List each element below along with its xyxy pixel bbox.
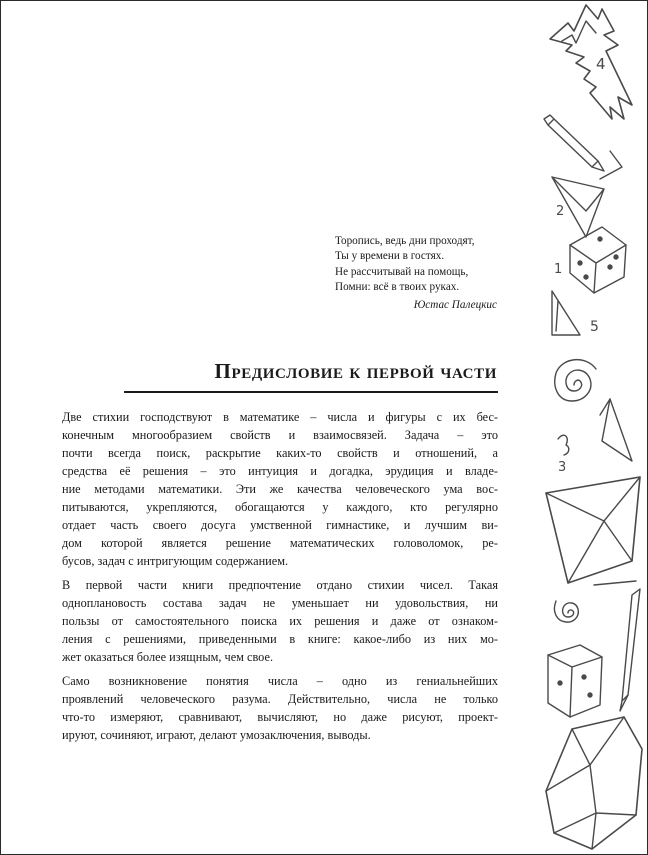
polyhedron-icon xyxy=(546,717,642,849)
text-line: почти всегда поиск, раскрытие каких-то свойств и отношений, а xyxy=(62,446,498,460)
dice-icon xyxy=(548,645,602,717)
epigraph-line: Торопись, ведь дни проходят, xyxy=(335,235,475,247)
text-line: ируют, сочиняют, играют, делают умозаключения, выводы. xyxy=(62,728,371,742)
text-line: проявлений человеческого разума. Действительно, числа не только xyxy=(62,692,498,706)
heading-underline xyxy=(124,391,498,393)
text-line: бусов, задач с интригующим содержанием. xyxy=(62,554,289,568)
pyramid-icon xyxy=(546,477,640,583)
epigraph xyxy=(335,234,505,313)
paragraph-1 xyxy=(62,408,498,570)
text-line: пользы от самостоятельного поиска их решения и даже от ознаком- xyxy=(62,614,498,628)
text-line: жет оказаться более изящным, чем свое. xyxy=(62,650,274,664)
spiral-icon xyxy=(554,601,578,622)
doodle-digit: 3 xyxy=(558,460,567,475)
doodle-digit: 2 xyxy=(556,204,565,219)
text-line: В первой части книги предпочтение отдано стихии чисел. Такая xyxy=(62,578,498,592)
paragraph-3 xyxy=(62,672,498,744)
math-doodle-sidebar xyxy=(540,1,647,854)
text-line: Две стихии господствуют в математике – числа и фигуры с их бес- xyxy=(62,410,498,424)
epigraph-line: Помни: всё в твоих руках. xyxy=(335,281,460,294)
text-line: Само возникновение понятия числа – одно из гениальнейших xyxy=(62,674,498,688)
text-line: ления с решениями, приведенными в книге: какое-либо из них мо- xyxy=(62,632,498,646)
doodle-digit: 4 xyxy=(596,55,606,73)
text-line: конечным многообразием свойств и взаимосвязей. Задача – это xyxy=(62,428,498,442)
pencil-icon xyxy=(544,115,604,171)
text-line: дом которой является решение математических головоломок, ре- xyxy=(62,536,498,550)
paragraph-2 xyxy=(62,576,498,666)
epigraph-author: Юстас Палецкис xyxy=(413,298,497,311)
epigraph-line: Не рассчитывай на помощь, xyxy=(335,265,469,278)
dice-icon xyxy=(554,227,626,293)
lightning-icon xyxy=(550,5,632,119)
triangle-icon xyxy=(558,399,632,475)
spiral-icon xyxy=(555,360,596,401)
triangle-icon xyxy=(552,291,599,335)
body-text xyxy=(62,408,498,750)
text-line: отдает часть своего досуга умственной гимнастике, и лучшим ви- xyxy=(62,518,498,532)
text-line: что-то измеряют, сравнивают, вычисляют, но даже рисуют, проект- xyxy=(62,710,498,724)
text-line: одноплановость состава задач не уменьшает ни удовольствия, ни xyxy=(62,596,498,610)
doodle-digit: 1 xyxy=(554,262,563,277)
text-line: средства её решения – это интуиция и догадка, эрудиция и владе- xyxy=(62,464,498,478)
triangle-icon xyxy=(552,151,622,237)
doodle-digit: 5 xyxy=(590,319,599,335)
epigraph-line: Ты у времени в гостях. xyxy=(335,250,445,263)
text-line: ние методами математики. Эти же качества человеческого ума вос- xyxy=(62,482,498,496)
section-heading: Предисловие к первой части xyxy=(214,359,497,383)
text-line: питываются, укрепляются, обогащаются у каждого, кто регулярно xyxy=(62,500,498,514)
